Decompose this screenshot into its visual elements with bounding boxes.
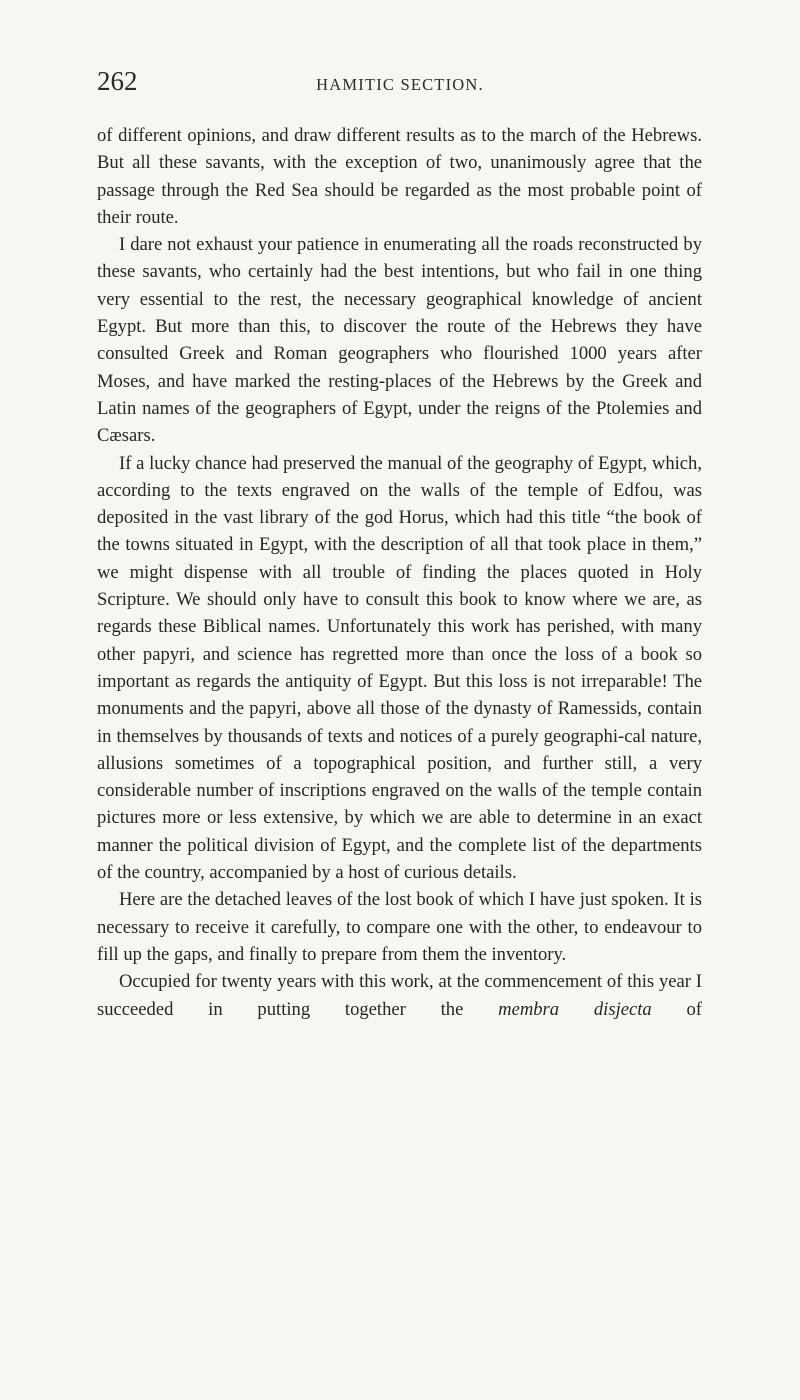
paragraph-5-start: Occupied for twenty years with this work, at the commencement of this year I succeeded in putting together the [97,971,702,1020]
paragraph-2: I dare not exhaust your patience in enumerating all the roads reconstructed by these savants, who certainly had the best intentions, but who fail in one thing very essential to the rest, the necessary geographical knowledge of ancient Egypt. But more than this, to discover the route of the Hebrews they have consulted Greek and Roman geographers who flourished 1000 years after Moses, and have marked the resting-places of the Hebrews by the Greek and Latin names of the geographers of Egypt, under the reigns of the Ptolemies and Cæsars. [97,234,702,447]
paragraph-5-italic: membra disjecta [498,998,652,1020]
page-number: 262 [97,66,138,96]
paragraph-5 [97,968,702,1023]
paragraph-1: of different opinions, and draw different results as to the march of the Hebrews. But all these savants, with the exception of two, unanimously agree that the passage through the Red Sea should be regarded as the most probable point of their route. [97,125,702,228]
body-text [97,122,702,1023]
paragraph-3: If a lucky chance had preserved the manual of the geography of Egypt, which, according to the texts engraved on the walls of the temple of Edfou, was deposited in the vast library of the god Horus, which had this title “the book of the towns situated in Egypt, with the description of all that took place in them,” we might dispense with all trouble of finding the places quoted in Holy Scripture. We should only have to consult this book to know where we are, as regards these Biblical names. Unfortunately this work has perished, with many other papyri, and science has regretted more than once the loss of a book so important as regards the antiquity of Egypt. But this loss is not irreparable! The monuments and the papyri, above all those of the dynasty of Ramessids, contain in themselves by thousands of texts and notices of a purely geographi-cal nature, allusions sometimes of a topographical position, and further still, a very considerable number of inscriptions engraved on the walls of the temple contain pictures more or less extensive, by which we are able to determine in an exact manner the political division of Egypt, and the complete list of the departments of the country, accompanied by a host of curious details. [97,452,702,884]
paragraph-5-end: of [686,998,702,1020]
paragraph-4: Here are the detached leaves of the lost book of which I have just spoken. It is necessary to receive it carefully, to compare one with the other, to endeavour to fill up the gaps, and finally to prepare from them the inventory. [97,889,702,965]
running-title: HAMITIC SECTION. [316,75,484,94]
